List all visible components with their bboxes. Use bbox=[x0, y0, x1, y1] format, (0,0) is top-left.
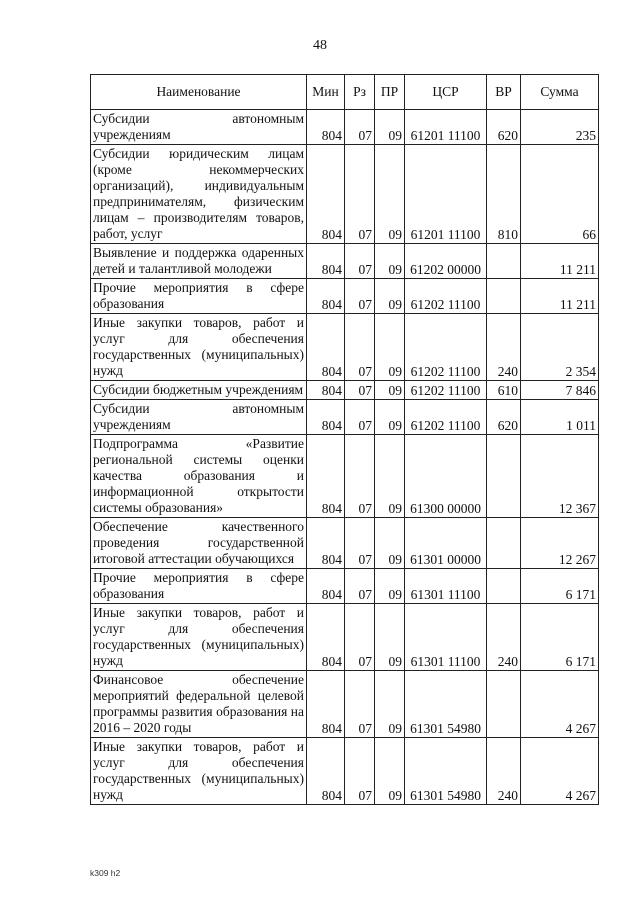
cell-pr: 09 bbox=[375, 604, 405, 671]
cell-vr: 620 bbox=[487, 110, 521, 145]
cell-vr: 240 bbox=[487, 604, 521, 671]
cell-vr bbox=[487, 244, 521, 279]
table-row bbox=[91, 145, 599, 244]
cell-vr: 240 bbox=[487, 314, 521, 381]
cell-pr: 09 bbox=[375, 400, 405, 435]
table-row bbox=[91, 569, 599, 604]
cell-csr: 61202 11100 bbox=[405, 381, 487, 400]
cell-csr: 61201 11100 bbox=[405, 110, 487, 145]
cell-csr: 61201 11100 bbox=[405, 145, 487, 244]
header-pr: ПР bbox=[375, 75, 405, 110]
cell-name: Обеспечение качественного проведения государственной итоговой аттестации обучающихся bbox=[91, 518, 307, 569]
cell-name: Иные закупки товаров, работ и услуг для обеспечения государственных (муниципальных) нужд bbox=[91, 738, 307, 805]
cell-pr: 09 bbox=[375, 279, 405, 314]
table-body bbox=[91, 110, 599, 805]
cell-vr bbox=[487, 279, 521, 314]
cell-rz: 07 bbox=[345, 569, 375, 604]
cell-pr: 09 bbox=[375, 314, 405, 381]
table-row bbox=[91, 738, 599, 805]
cell-min: 804 bbox=[307, 244, 345, 279]
cell-csr: 61300 00000 bbox=[405, 435, 487, 518]
header-vr: ВР bbox=[487, 75, 521, 110]
cell-vr bbox=[487, 435, 521, 518]
cell-vr: 620 bbox=[487, 400, 521, 435]
cell-sum: 235 bbox=[521, 110, 599, 145]
cell-pr: 09 bbox=[375, 145, 405, 244]
cell-vr: 610 bbox=[487, 381, 521, 400]
cell-csr: 61301 00000 bbox=[405, 518, 487, 569]
cell-min: 804 bbox=[307, 279, 345, 314]
cell-vr: 240 bbox=[487, 738, 521, 805]
cell-csr: 61202 00000 bbox=[405, 244, 487, 279]
cell-vr bbox=[487, 671, 521, 738]
cell-name: Подпрограмма «Развитие региональной системы оценки качества образования и информационной открытости системы образования» bbox=[91, 435, 307, 518]
cell-sum: 1 011 bbox=[521, 400, 599, 435]
table-row bbox=[91, 518, 599, 569]
footer-code: k309 h2 bbox=[90, 868, 121, 878]
table-row bbox=[91, 381, 599, 400]
cell-min: 804 bbox=[307, 518, 345, 569]
cell-pr: 09 bbox=[375, 738, 405, 805]
cell-csr: 61301 11100 bbox=[405, 604, 487, 671]
cell-pr: 09 bbox=[375, 110, 405, 145]
cell-min: 804 bbox=[307, 435, 345, 518]
cell-min: 804 bbox=[307, 145, 345, 244]
cell-rz: 07 bbox=[345, 381, 375, 400]
cell-min: 804 bbox=[307, 400, 345, 435]
table-row bbox=[91, 671, 599, 738]
cell-name: Прочие мероприятия в сфере образования bbox=[91, 279, 307, 314]
cell-rz: 07 bbox=[345, 738, 375, 805]
table-row bbox=[91, 604, 599, 671]
header-sum: Сумма bbox=[521, 75, 599, 110]
cell-csr: 61202 11100 bbox=[405, 400, 487, 435]
cell-rz: 07 bbox=[345, 435, 375, 518]
cell-min: 804 bbox=[307, 738, 345, 805]
cell-min: 804 bbox=[307, 110, 345, 145]
cell-pr: 09 bbox=[375, 244, 405, 279]
table-row bbox=[91, 314, 599, 381]
table-row bbox=[91, 279, 599, 314]
cell-sum: 66 bbox=[521, 145, 599, 244]
cell-sum: 7 846 bbox=[521, 381, 599, 400]
cell-pr: 09 bbox=[375, 569, 405, 604]
header-name: Наименование bbox=[91, 75, 307, 110]
cell-rz: 07 bbox=[345, 279, 375, 314]
cell-min: 804 bbox=[307, 671, 345, 738]
table-row bbox=[91, 244, 599, 279]
cell-name: Субсидии бюджетным учреждениям bbox=[91, 381, 307, 400]
table-row bbox=[91, 435, 599, 518]
cell-rz: 07 bbox=[345, 518, 375, 569]
cell-csr: 61202 11100 bbox=[405, 279, 487, 314]
cell-name: Субсидии автономным учреждениям bbox=[91, 110, 307, 145]
cell-pr: 09 bbox=[375, 671, 405, 738]
table-header-row bbox=[91, 75, 599, 110]
cell-pr: 09 bbox=[375, 381, 405, 400]
cell-min: 804 bbox=[307, 604, 345, 671]
cell-sum: 12 367 bbox=[521, 435, 599, 518]
cell-pr: 09 bbox=[375, 435, 405, 518]
cell-rz: 07 bbox=[345, 671, 375, 738]
cell-sum: 6 171 bbox=[521, 604, 599, 671]
cell-name: Финансовое обеспечение мероприятий федеральной целевой программы развития образования на 2016 – 2020 годы bbox=[91, 671, 307, 738]
header-csr: ЦСР bbox=[405, 75, 487, 110]
cell-name: Иные закупки товаров, работ и услуг для обеспечения государственных (муниципальных) нужд bbox=[91, 604, 307, 671]
cell-name: Иные закупки товаров, работ и услуг для обеспечения государственных (муниципальных) нужд bbox=[91, 314, 307, 381]
cell-pr: 09 bbox=[375, 518, 405, 569]
page-number: 48 bbox=[313, 38, 327, 53]
cell-csr: 61301 11100 bbox=[405, 569, 487, 604]
cell-vr: 810 bbox=[487, 145, 521, 244]
budget-table bbox=[90, 74, 599, 805]
cell-sum: 2 354 bbox=[521, 314, 599, 381]
cell-sum: 4 267 bbox=[521, 671, 599, 738]
cell-sum: 6 171 bbox=[521, 569, 599, 604]
cell-min: 804 bbox=[307, 569, 345, 604]
cell-rz: 07 bbox=[345, 145, 375, 244]
cell-name: Прочие мероприятия в сфере образования bbox=[91, 569, 307, 604]
table-row bbox=[91, 110, 599, 145]
cell-sum: 12 267 bbox=[521, 518, 599, 569]
cell-rz: 07 bbox=[345, 400, 375, 435]
cell-name: Субсидии юридическим лицам (кроме некоммерческих организаций), индивидуальным предпринимателям, физическим лицам – производителям товаров, работ, услуг bbox=[91, 145, 307, 244]
cell-rz: 07 bbox=[345, 244, 375, 279]
cell-csr: 61301 54980 bbox=[405, 671, 487, 738]
cell-csr: 61301 54980 bbox=[405, 738, 487, 805]
cell-min: 804 bbox=[307, 381, 345, 400]
cell-sum: 4 267 bbox=[521, 738, 599, 805]
cell-rz: 07 bbox=[345, 314, 375, 381]
cell-min: 804 bbox=[307, 314, 345, 381]
cell-name: Выявление и поддержка одаренных детей и талантливой молодежи bbox=[91, 244, 307, 279]
cell-sum: 11 211 bbox=[521, 279, 599, 314]
header-min: Мин bbox=[307, 75, 345, 110]
cell-vr bbox=[487, 518, 521, 569]
cell-vr bbox=[487, 569, 521, 604]
cell-rz: 07 bbox=[345, 110, 375, 145]
cell-sum: 11 211 bbox=[521, 244, 599, 279]
cell-name: Субсидии автономным учреждениям bbox=[91, 400, 307, 435]
cell-rz: 07 bbox=[345, 604, 375, 671]
cell-csr: 61202 11100 bbox=[405, 314, 487, 381]
table-row bbox=[91, 400, 599, 435]
header-rz: Рз bbox=[345, 75, 375, 110]
